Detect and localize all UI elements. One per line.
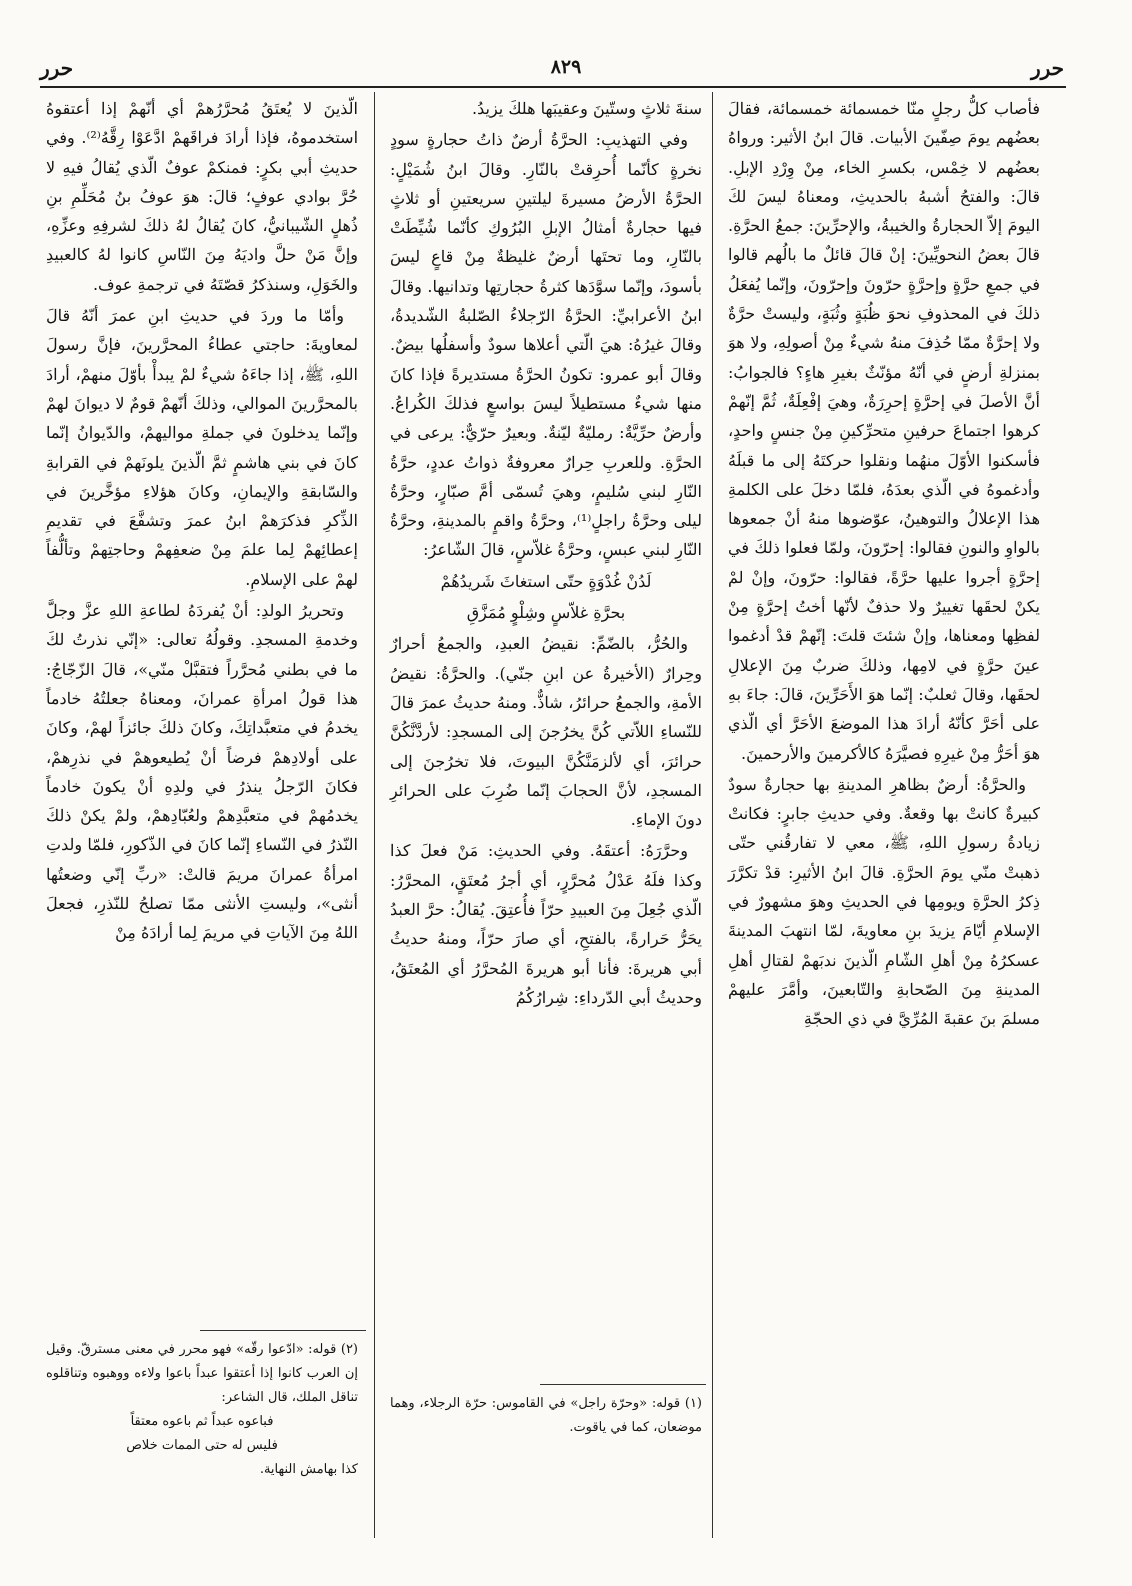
footnote-rule [200,1330,366,1331]
paragraph: فأصاب كلُّ رجلٍ منّا خمسمائة خمسمائة، فقالَ بعضُهم يومَ صِفّينَ الأبيات. قالَ ابنُ الأثير: ورواهُ بعضُهم لا خِمْس، بكسرِ الخاء، مِنْ وِرْدِ الإبلِ. قالَ: والفتحُ أشبهُ بالحديثِ، ومعناهُ ليسَ لكَ اليومَ إلاّ الحجارةُ والخيبةُ، والإحرِّينَ: جمعُ الحرَّةِ. قالَ بعضُ النحويِّينَ: إنْ قالَ قائلٌ ما بالُهم قالوا في جمعِ حرَّةٍ وإحرَّةٍ حرّونَ وإحرّونَ، وإنّما يُفعَلُ ذلكَ في المحذوفِ نحوَ ظُبَةٍ وثُبَةٍ، وليستْ حرَّةٌ ولا إحرَّةٌ ممّا حُذِفَ منهُ شيءٌ مِنْ أصولِهِ، ولا هوَ بمنزلةِ أرضٍ في أنّهُ مؤنّثٌ بغيرِ هاءٍ؟ فالجوابُ: أنَّ الأصلَ في إحرَّةٍ إحرِرَةٌ، وهيَ إفْعِلَةٌ، ثُمَّ إنّهمْ كرهوا اجتماعَ حرفينِ متحرِّكينِ مِنْ جنسٍ واحدٍ، فأسكنوا الأوّلَ منهُما ونقلوا حركتَهُ إلى ما قبلَهُ وأدغموهُ في الّذي بعدَهُ، فلمّا دخلَ على الكلمةِ هذا الإعلالُ والتوهينُ، عوّضوها منهُ أنْ جمعوها بالواوِ والنونِ فقالوا: إحرّونَ، ولمّا فعلوا ذلكَ في إحرَّةٍ أجروا عليها حرَّةً، فقالوا: حرّونَ، وإنْ لمْ يكنْ لحقَها تغييرٌ ولا حذفٌ لأنّها أختُ إحرَّةٍ مِنْ لفظِها ومعناها، وإنْ شئتَ قلتَ: إنّهمْ قدْ أدغموا عينَ حرَّةٍ في لامِها، وذلكَ ضربٌ مِنَ الإعلالِ لحقَها، وقالَ ثعلبٌ: إنّما هوَ الأَحَرِّينَ، قالَ: جاءَ بهِ على أحَرَّ كأنّهُ أرادَ هذا الموضعَ الأحَرَّ أي الّذي هوَ أحَرُّ مِنْ غيرِهِ فصيَّرَهُ كالأكرمينَ والأرحمينَ. [728,99,1040,763]
paragraph: وحرَّرَهُ: أعتقَهُ. وفي الحديثِ: مَنْ فعلَ كذا وكذا فلَهُ عَدْلُ مُحرَّرٍ، أي أجرُ مُعتَقٍ، المحرَّرُ: الّذي جُعِلَ مِنَ العبيدِ حرّاً فأُعتِقَ. يُقالُ: حرَّ العبدُ يحَرُّ حَرارةً، بالفتحِ، أي صارَ حرّاً، ومنهُ حديثُ أبي هريرةَ: فأنا أبو هريرةَ المُحرَّرُ أي المُعتَقُ، وحديثُ أبي الدّرداءِ: شِرارُكُمُ [390,841,702,1007]
paragraph: والحرَّةُ: أرضٌ بظاهرِ المدينةِ بها حجارةٌ سودٌ كبيرةٌ كانتْ بها وقعةٌ. وفي حديثِ جابرٍ: فكانتْ زيادةُ رسولِ اللهِ، ﷺ، معي لا تفارقُني حتّى ذهبتْ منّي يومَ الحرَّةِ. قالَ ابنُ الأثيرِ: قدْ تكرَّرَ ذِكرُ الحرَّةِ ويومِها في الحديثِ وهوَ مشهورٌ في الإسلامِ أيّامَ يزيدَ بنِ معاويةَ، لمّا انتهبَ المدينةَ عسكرُهُ مِنْ أهلِ الشّامِ الّذينَ ندبَهمْ لقتالِ أهلِ المدينةِ مِنَ الصّحابةِ والتّابعينَ، وأمَّرَ عليهمْ مسلمَ بنَ عقبةَ المُرِّيَّ في ذي الحجّةِ [728,774,1040,1029]
column-middle [390,94,702,1014]
paragraph: وفي التهذيبِ: الحرَّةُ أرضٌ ذاتُ حجارةٍ سودٍ نخرةٍ كأنّما أُحرِقتْ بالنّارِ. وقالَ ابنُ شُمَيْلٍ: الحرَّةُ الأرضُ مسيرةَ ليلتينِ سريعتينِ أو ثلاثٍ فيها حجارةٌ أمثالُ الإبلِ البُرُوكِ كأنّما شُيِّطَتْ بالنّارِ، وما تحتَها أرضٌ غليظةٌ مِنْ قاعٍ ليسَ بأسودَ، وإنّما سوَّدَها كثرةُ حجارتِها وتدانيها. وقالَ ابنُ الأعرابيِّ: الحرَّةُ الرّجلاءُ الصّلبةُ الشّديدةُ، وقالَ غيرُهُ: هيَ الّتي أعلاها سودٌ وأسفلُها بيضٌ. وقالَ أبو عمرو: تكونُ الحرَّةُ مستديرةً فإذا كانَ منها شيءٌ مستطيلاً ليسَ بواسعٍ فذلكَ الكُراعُ. وأرضٌ حرِّيَّةٌ: رمليّةٌ ليّنةٌ. وبعيرٌ حرّيٌّ: يرعى في الحرَّةِ. وللعربِ حِرارٌ معروفةٌ ذواتُ عددٍ، حرَّةُ النّارِ لبني سُليمٍ، وهيَ تُسمّى أمَّ صبّارٍ، وحرَّةُ ليلى وحرَّةُ راجلٍ⁽¹⁾، وحرَّةُ واقمٍ بالمدينةِ، وحرَّةُ النّارِ لبني عبسٍ، وحرَّةُ غلاّسٍ، قالَ الشّاعرُ: [390,130,703,560]
footnote-verse: فباعوه عبداً ثم باعوه معتقاً [130,1414,274,1429]
column-divider-right [712,92,713,1538]
footnote-left [46,1338,358,1482]
footnote-text: (٢) قوله: «ادّعوا رقّه» فهو محرر في معنى مسترقّ. وقيل إن العرب كانوا إذا أعتقوا عبداً باعوا ولاءه ووهبوه وتناقلوه تناقل الملك، قال الشاعر: [46,1342,358,1405]
footnote-rule [540,1384,706,1385]
paragraph: وأمّا ما وردَ في حديثِ ابنِ عمرَ أنّهُ قالَ لمعاويةَ: حاجتي عطاءُ المحرَّرينَ، فإنَّ رسولَ اللهِ، ﷺ، إذا جاءَهُ شيءٌ لمْ يبدأْ بأوّلَ منهمْ، أرادَ بالمحرَّرينَ الموالي، وذلكَ أنّهمْ قومٌ لا ديوانَ لهمْ وإنّما يدخلونَ في جملةِ مواليهمْ، والدّيوانُ إنّما كانَ في بني هاشمٍ ثمَّ الّذينَ يلونَهمْ في القرابةِ والسّابقةِ والإيمانِ، وكانَ هؤلاءِ مؤخَّرينَ في الذِّكرِ فذكرَهمْ ابنُ عمرَ وتشفَّعَ في تقديمِ إعطائِهمْ لِما علمَ مِنْ ضعفِهمْ وحاجتِهمْ وتألُّفاً لهمْ على الإسلامِ. [46,306,358,589]
footnote-middle [390,1392,702,1440]
paragraph: سنةَ ثلاثٍ وستّينَ وعقيبَها هلكَ يزيدُ. [472,99,702,118]
paragraph: والحُرُّ، بالضّمِّ: نقيضُ العبدِ، والجمعُ أحرارٌ وحِرارٌ (الأخيرةُ عن ابنِ جنّي). والحرَّةُ: نقيضُ الأمةِ، والجمعُ حرائرُ، شاذٌّ. ومنهُ حديثُ عمرَ قالَ للنّساءِ اللاّتي كُنَّ يخرُجنَ إلى المسجدِ: لأردَّنَّكُنَّ حرائرَ، أي لألزمَنَّكُنَّ البيوتَ، فلا تخرُجنَ إلى المسجدِ، لأنَّ الحجابَ إنّما ضُرِبَ على الحرائرِ دونَ الإماءِ. [390,634,702,830]
page-number: ٨٢٩ [550,56,582,78]
running-head-left: حرر [40,56,74,80]
verse-line: بحرَّةِ غلاّسٍ وشِلْوٍ مُمَزَّقِ [466,603,626,623]
paragraph: الّذينَ لا يُعتَقُ مُحرَّرُهمْ أي أنّهمْ إذا أعتقوهُ استخدموهُ، فإذا أرادَ فراقَهمْ ادَّعَوْا رِقَّهُ⁽²⁾. وفي حديثِ أبي بكرٍ: فمنكمْ عوفٌ الّذي يُقالُ فيهِ لا حُرَّ بوادي عوفٍ؛ قالَ: هوَ عوفُ بنُ مُحَلِّمِ بنِ ذُهلٍ الشّيبانيُّ، كانَ يُقالُ لهُ ذلكَ لشرفِهِ وعزِّهِ، وإنَّ مَنْ حلَّ واديَهُ مِنَ النّاسِ كانوا لهُ كالعبيدِ والخَوَلِ، وسنذكرُ قصّتَهُ في ترجمةِ عوف. [46,99,359,294]
column-right [728,94,1040,1036]
footnote-text: (١) قوله: «وحرّة راجل» في القاموس: حرّة الرجلاء، وهما موضعان، كما في ياقوت. [390,1396,702,1435]
footnote-note: كذا بهامش النهاية. [259,1462,358,1477]
column-left [46,94,358,950]
footnote-verse: فليس له حتى الممات خلاص [126,1438,278,1453]
column-divider-left [374,92,375,1538]
running-head-right: حرر [1030,56,1064,80]
verse-line: لَدُنْ غُدْوَةٍ حتّى استغاثَ شَريدُهُمْ [440,571,652,591]
header-rule [40,86,1066,88]
paragraph: وتحريرُ الولدِ: أنْ يُفردَهُ لطاعةِ اللهِ عزَّ وجلَّ وخدمةِ المسجدِ. وقولُهُ تعالى: «إنّي نذرتُ لكَ ما في بطني مُحرَّراً فتقبَّلْ منّي»، قالَ الزّجّاجُ: هذا قولُ امرأةِ عمرانَ، ومعناهُ جعلتُهُ خادماً يخدمُ في متعبَّداتِكَ، وكانَ ذلكَ جائزاً لهمْ، وكانَ على أولادِهمْ فرضاً أنْ يُطيعوهمْ في نذرِهمْ، فكانَ الرّجلُ ينذرُ في ولدِهِ أنْ يكونَ خادماً يخدمُهمْ في متعبَّدِهمْ ولعُبّادِهمْ، ولمْ يكنْ ذلكَ النّذرُ في النّساءِ إنّما كانَ في الذّكورِ، فلمّا ولدتِ امرأةُ عمرانَ مريمَ قالتْ: «ربِّ إنّي وضعتُها أنثى»، وليستِ الأنثى ممّا تصلحُ للنّذرِ، فجعلَ اللهُ مِنَ الآياتِ في مريمَ لِما أرادَهُ مِنْ [46,601,358,943]
